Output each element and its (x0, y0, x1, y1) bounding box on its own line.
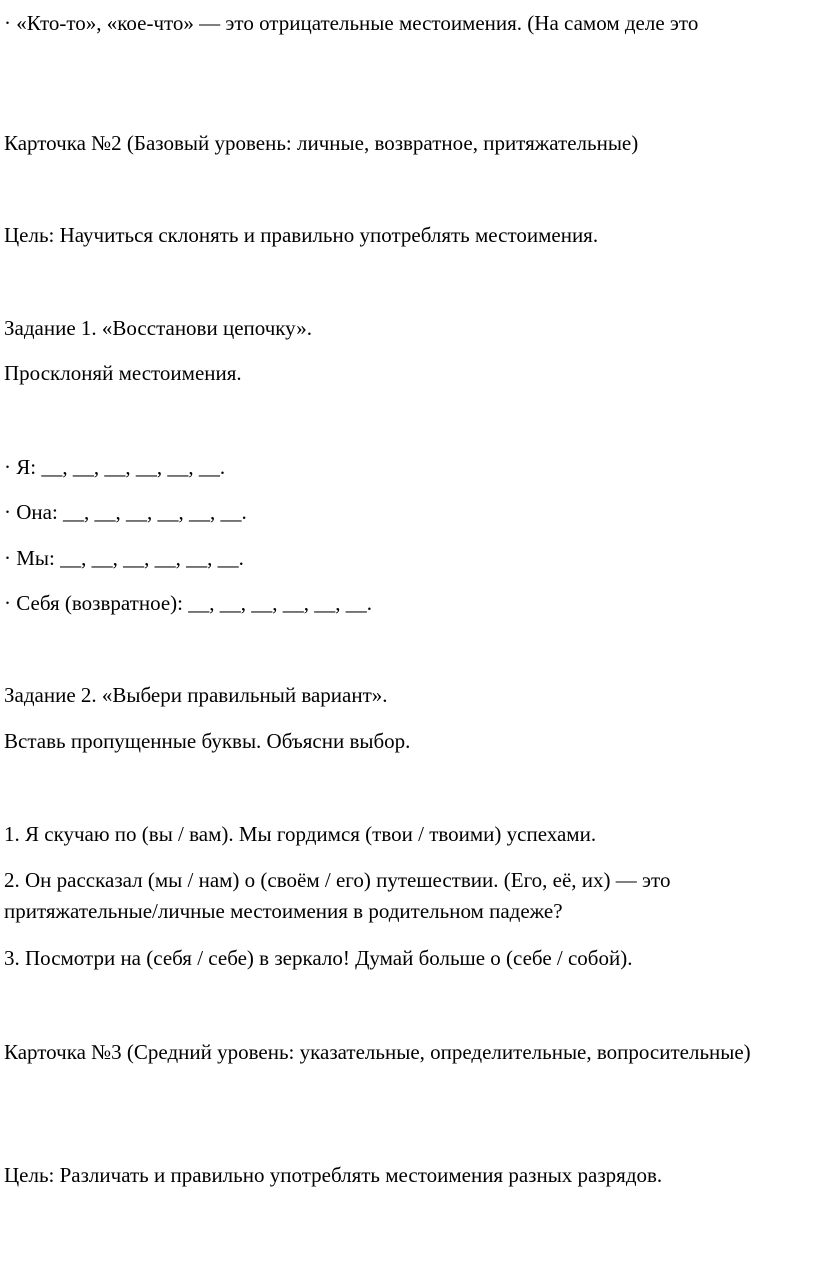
card2-goal: Цель: Научиться склонять и правильно употреблять местоимения. (4, 223, 599, 247)
declension-sebya: · Себя (возвратное): __, __, __, __, __, __. (4, 591, 372, 615)
task2-instruction: Вставь пропущенные буквы. Объясни выбор. (4, 729, 411, 753)
card2-title: Карточка №2 (Базовый уровень: личные, возвратное, притяжательные) (4, 131, 639, 155)
declension-ya: · Я: __, __, __, __, __, __. (4, 455, 226, 479)
card3-title: Карточка №3 (Средний уровень: указательные, определительные, вопросительные) (4, 1040, 751, 1064)
card3-goal: Цель: Различать и правильно употреблять местоимения разных разрядов. (4, 1163, 663, 1187)
declension-ona: · Она: __, __, __, __, __, __. (4, 500, 247, 524)
declension-my: · Мы: __, __, __, __, __, __. (4, 546, 244, 570)
exercise-item-2: 2. Он рассказал (мы / нам) о (своём / его) путешествии. (Его, её, их) — это притяжательные/личные местоимения в родительном падеже? (4, 868, 671, 923)
exercise-item-1: 1. Я скучаю по (вы / вам). Мы гордимся (твои / твоими) успехами. (4, 822, 597, 846)
exercise-item-3: 3. Посмотри на (себя / себе) в зеркало! Думай больше о (себе / собой). (4, 946, 633, 970)
task2-title: Задание 2. «Выбери правильный вариант». (4, 683, 388, 707)
task1-title: Задание 1. «Восстанови цепочку». (4, 316, 312, 340)
intro-bullet: · «Кто-то», «кое-что» — это отрицательные местоимения. (На самом деле это (4, 11, 699, 35)
task1-instruction: Просклоняй местоимения. (4, 361, 242, 385)
